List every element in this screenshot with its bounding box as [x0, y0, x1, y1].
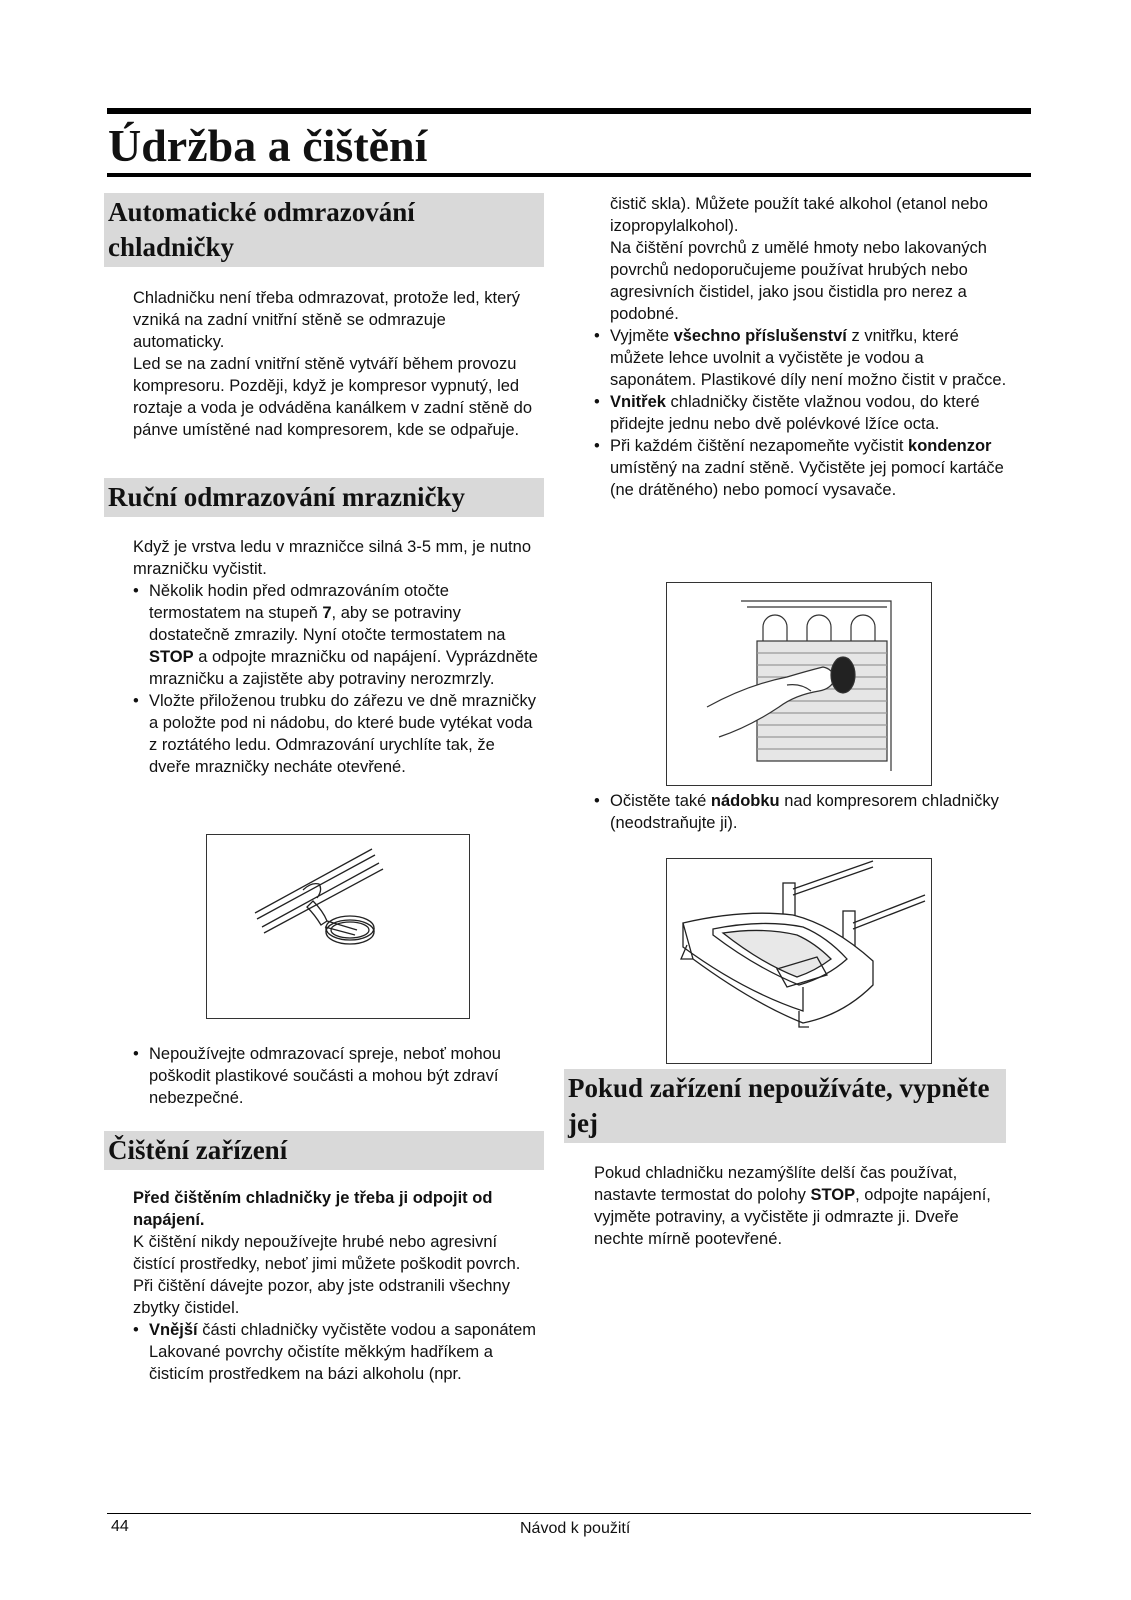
paragraph: Při čištění dávejte pozor, aby jste odstranili všechny zbytky čistidel.: [133, 1277, 510, 1317]
manual-defrost-text: [133, 536, 538, 778]
footer-title: Návod k použití: [520, 1520, 631, 1537]
cleaning-section: [104, 1131, 544, 1385]
evaporation-tray-illustration: [666, 858, 932, 1064]
page-title: Údržba a čištění: [108, 120, 428, 171]
auto-defrost-text: [133, 287, 538, 441]
paragraph: Na čištění povrchů z umělé hmoty nebo lakovaných povrchů nedoporučujeme používat hrubých nebo agresivních čistidel, jako jsou čistidla pro nerez a podobné.: [610, 239, 987, 323]
bullet-item: • Vnější části chladničky vyčistěte vodou a saponátem: [133, 1319, 541, 1341]
manual-defrost-section: [104, 478, 544, 778]
bullet-item: • Nepoužívejte odmrazovací spreje, neboť mohou poškodit plastikové součásti a mohou být zdraví nebezpečné.: [133, 1043, 538, 1109]
condenser-cleaning-illustration: [666, 582, 932, 786]
section-heading-cleaning: Čištění zařízení: [104, 1131, 544, 1170]
bullet-item: • Několik hodin před odmrazováním otočte termostatem na stupeň 7, aby se potraviny dostatečně zmrazily. Nyní otočte termostatem na STOP a odpojte mrazničku od napájení. Vyprázdněte mrazničku a zajistěte aby potraviny nerozmrzly.: [133, 580, 538, 690]
container-note: [594, 790, 1009, 834]
title-rule: [107, 173, 1031, 177]
bullet-item: • Při každém čištění nezapomeňte vyčistit kondenzor umístěný na zadní stěně. Vyčistěte jej pomocí kartáče (ne drátěného) nebo pomocí vysavače.: [594, 435, 1009, 501]
top-rule: [107, 108, 1031, 114]
paragraph: čistič skla). Můžete použít také alkohol (etanol nebo izopropylalkohol).: [610, 195, 988, 235]
paragraph: Led se na zadní vnitřní stěně vytváří během provozu kompresoru. Později, když je kompresor vypnutý, led roztaje a voda je odváděna kanálkem v zadní stěně do pánve umístěné nad kompresorem, kde se odpařuje.: [133, 355, 533, 439]
section-heading-unused: Pokud zařízení nepoužíváte, vypněte jej: [564, 1069, 1006, 1143]
bullet-item: • Očistěte také nádobku nad kompresorem chladničky (neodstraňujte ji).: [594, 790, 1009, 834]
no-spray-note: [133, 1043, 538, 1109]
page-number: 44: [111, 1518, 129, 1535]
unused-text: [594, 1162, 1004, 1250]
defrost-drain-illustration: [206, 834, 470, 1019]
paragraph: Pokud chladničku nezamýšlíte delší čas používat, nastavte termostat do polohy STOP, odpojte napájení, vyjměte potraviny, a vyčistěte ji odmrazte ji. Dveře nechte mírně pootevřené.: [594, 1164, 991, 1248]
bullet-item: • Vložte přiloženou trubku do zářezu ve dně mrazničky a položte pod ni nádobu, do které bude vytékat voda z roztátého ledu. Odmrazování urychlíte tak, že dveře mrazničky necháte otevřené.: [133, 690, 538, 778]
cleaning-text: [133, 1187, 541, 1385]
paragraph: Chladničku není třeba odmrazovat, protože led, který vzniká na zadní vnitřní stěně se odmrazuje automaticky.: [133, 289, 521, 351]
right-column-text: [594, 193, 1009, 501]
paragraph: K čištění nikdy nepoužívejte hrubé nebo agresivní čistící prostředky, neboť jimi můžete poškodit povrch.: [133, 1233, 521, 1273]
bullet-item: • Vyjměte všechno příslušenství z vnitřku, které můžete lehce uvolnit a vyčistěte je vodou a saponátem. Plastikové díly není možno čistit v pračce.: [594, 325, 1009, 391]
section-heading-manual-defrost: Ruční odmrazování mrazničky: [104, 478, 544, 517]
footer-rule: [107, 1513, 1031, 1514]
unused-section: [564, 1069, 1006, 1250]
paragraph: Když je vrstva ledu v mrazničce silná 3-5 mm, je nutno mrazničku vyčistit.: [133, 538, 531, 578]
warning-text: Před čištěním chladničky je třeba ji odpojit od napájení.: [133, 1189, 493, 1229]
paragraph: Lakované povrchy očistíte měkkým hadříkem a čisticím prostředkem na bázi alkoholu (npr.: [149, 1343, 493, 1383]
left-column: [104, 193, 544, 441]
section-heading-auto-defrost: Automatické odmrazování chladničky: [104, 193, 544, 267]
bullet-item: • Vnitřek chladničky čistěte vlažnou vodou, do které přidejte jednu nebo dvě polévkové lžíce octa.: [594, 391, 1009, 435]
